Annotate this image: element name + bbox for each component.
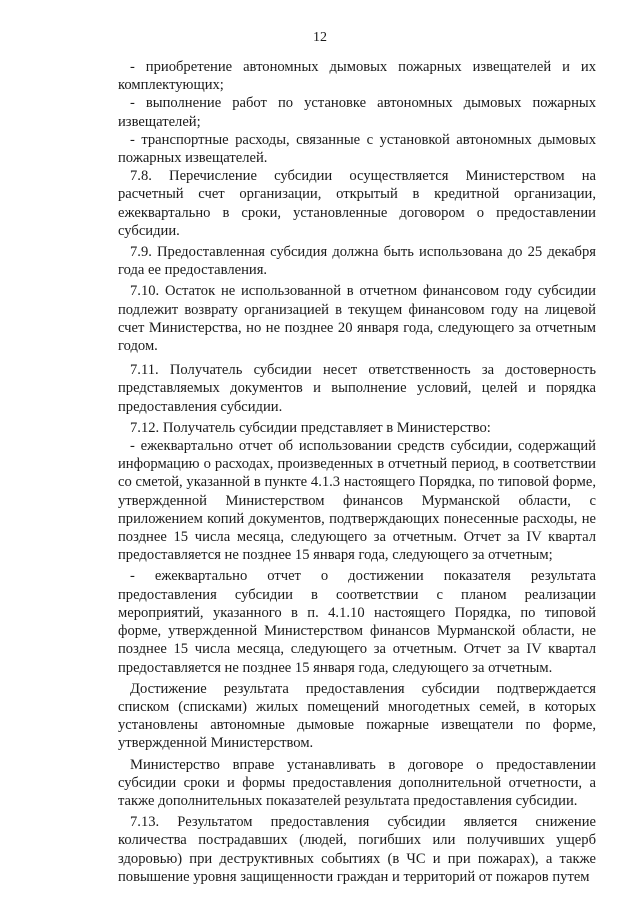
paragraph-7-10: 7.10. Остаток не использованной в отчетном финансовом году субсидии подлежит возврату организацией в текущем финансовом году на лицевой счет Министерства, но не позднее 20 января года, следующего за отчетным годом.: [118, 283, 596, 355]
list-item: - транспортные расходы, связанные с установкой автономных дымовых пожарных извещателей.: [118, 131, 596, 167]
list-item: - приобретение автономных дымовых пожарных извещателей и их комплектующих;: [118, 59, 596, 94]
paragraph-additional-reporting: Министерство вправе устанавливать в договоре о предоставлении субсидии сроки и формы предоставления дополнительной отчетности, а также дополнительных показателей результата предоставления субсидии.: [118, 756, 596, 809]
paragraph-7-12: 7.12. Получатель субсидии представляет в Министерство:: [130, 419, 491, 436]
page-number: 12: [313, 30, 327, 45]
paragraph-7-13: 7.13. Результатом предоставления субсидии является снижение количества пострадавших (людей, погибших или получивших ущерб здоровью) при деструктивных событиях (в ЧС и при пожарах), а также повышение уровня защищенности граждан и территорий от пожаров путем: [118, 814, 596, 885]
document-body: [118, 58, 596, 886]
paragraph-7-8: 7.8. Перечисление субсидии осуществляется Министерством на расчетный счет организации, открытый в кредитной организации, ежеквартально в сроки, установленные договором о предоставлении субсидии.: [118, 168, 596, 239]
list-item: - ежеквартально отчет о достижении показателя результата предоставления субсидии в соответствии с планом реализации мероприятий, указанного в п. 4.1.10 настоящего Порядка, по типовой форме, утвержденной Министерством финансов Мурманской области, не позднее 15 числа месяца, следующего за отчетным. Отчет за IV квартал предоставляется не позднее 15 января года, следующего за отчетным.: [118, 568, 596, 676]
list-item: - выполнение работ по установке автономных дымовых пожарных извещателей;: [118, 95, 596, 130]
list-item: - ежеквартально отчет об использовании средств субсидии, содержащий информацию о расходах, произведенных в отчетный период, в соответствии со сметой, указанной в пункте 4.1.3 настоящего Порядка, по типовой форме, утвержденной Министерством финансов Мурманской области, с приложением копий документов, подтверждающих понесенные расходы, не позднее 15 числа месяца, следующего за отчетным. Отчет за IV квартал предоставляется не позднее 15 января года, следующего за отчетным;: [118, 438, 596, 564]
paragraph-result-confirmation: Достижение результата предоставления субсидии подтверждается списком (списками) жилых помещений многодетных семей, в которых установлены автономные дымовые пожарные извещатели по форме, утвержденной Министерством.: [118, 680, 596, 752]
paragraph-7-11: 7.11. Получатель субсидии несет ответственность за достоверность представляемых документов и выполнение условий, целей и порядка предоставления субсидии.: [118, 362, 596, 415]
paragraph-7-9: 7.9. Предоставленная субсидия должна быть использована до 25 декабря года ее предоставления.: [118, 244, 596, 279]
